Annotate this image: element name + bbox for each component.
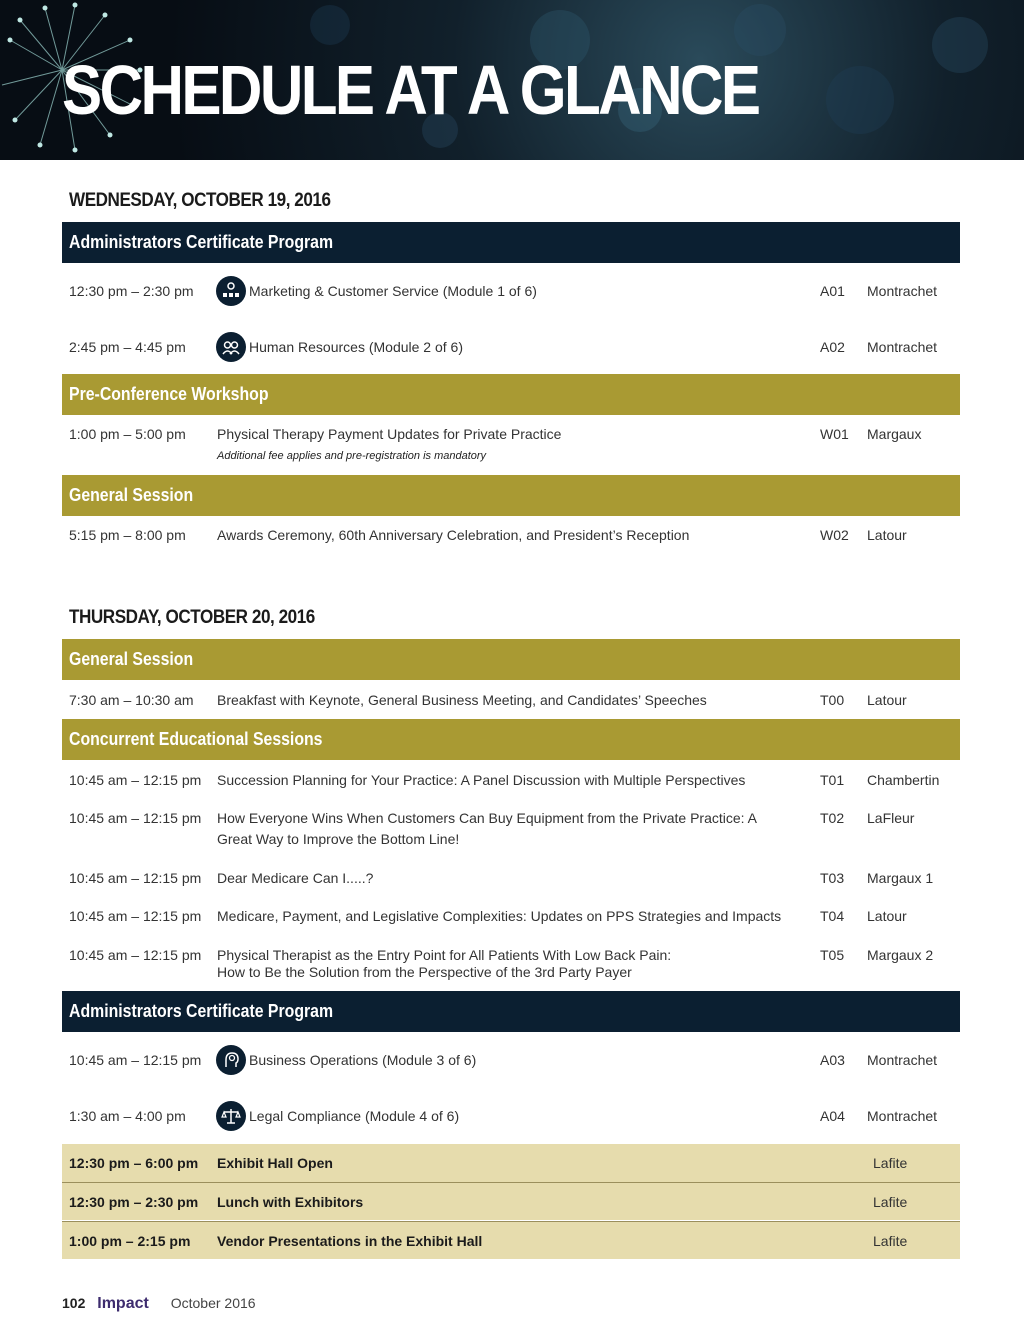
section-general-session-wed [62,475,960,516]
session-room: Montrachet [867,1108,938,1124]
page-footer [62,1295,256,1313]
marketing-icon [216,276,246,306]
section-label: Administrators Certificate Program [69,232,334,252]
session-title: Legal Compliance (Module 4 of 6) [249,1108,460,1124]
session-time: 12:30 pm – 2:30 pm [69,283,194,299]
session-room: Montrachet [867,283,938,299]
session-code: T04 [820,908,845,924]
session-title: Awards Ceremony, 60th Anniversary Celebration, and President’s Reception [217,527,690,543]
exhibit-room: Lafite [873,1194,908,1210]
session-time: 10:45 am – 12:15 pm [69,772,202,788]
session-title: Medicare, Payment, and Legislative Complexities: Updates on PPS Strategies and Impacts [217,908,782,924]
session-room: Margaux 2 [867,947,934,963]
session-time: 10:45 am – 12:15 pm [69,947,202,963]
day-heading-thursday: THURSDAY, OCTOBER 20, 2016 [69,607,315,628]
session-code: W02 [820,527,849,543]
session-room: Chambertin [867,772,940,788]
section-label: General Session [69,649,194,669]
exhibit-title: Exhibit Hall Open [217,1155,333,1171]
session-time: 1:30 am – 4:00 pm [69,1108,186,1124]
business-operations-icon [216,1045,246,1075]
session-time: 2:45 pm – 4:45 pm [69,339,186,355]
session-room: Latour [867,908,907,924]
section-label: Concurrent Educational Sessions [69,729,323,749]
day-heading-wednesday: WEDNESDAY, OCTOBER 19, 2016 [69,190,331,211]
section-workshop [62,374,960,415]
exhibit-time: 1:00 pm – 2:15 pm [69,1233,191,1249]
schedule-row [62,870,960,894]
session-title: Business Operations (Module 3 of 6) [249,1052,477,1068]
exhibit-title: Vendor Presentations in the Exhibit Hall [217,1233,483,1249]
session-time: 10:45 am – 12:15 pm [69,870,202,886]
session-title: Human Resources (Module 2 of 6) [249,339,463,355]
exhibit-row [62,1221,960,1259]
exhibit-room: Lafite [873,1233,908,1249]
schedule-row [62,947,960,983]
session-code: A02 [820,339,845,355]
session-title: Physical Therapy Payment Updates for Private Practice [217,426,562,442]
schedule-row [62,810,960,854]
session-room: Margaux [867,426,922,442]
exhibit-time: 12:30 pm – 6:00 pm [69,1155,199,1171]
session-code: T05 [820,947,845,963]
exhibit-row [62,1144,960,1182]
schedule-row [62,692,960,716]
session-code: W01 [820,426,849,442]
session-time: 5:15 pm – 8:00 pm [69,527,186,543]
section-general-session-thu [62,639,960,680]
section-admin-program-wed [62,222,960,263]
session-time: 10:45 am – 12:15 pm [69,1052,202,1068]
session-code: T01 [820,772,845,788]
publication-logo: Impact [97,1295,149,1312]
session-title: Succession Planning for Your Practice: A Panel Discussion with Multiple Perspectives [217,772,746,788]
session-title-line: How to Be the Solution from the Perspective of the 3rd Party Payer [217,964,632,980]
schedule-row [62,527,960,551]
session-code: T02 [820,810,845,826]
session-code: A01 [820,283,845,299]
schedule-row [62,1101,960,1137]
session-time: 10:45 am – 12:15 pm [69,908,202,924]
session-title: Breakfast with Keynote, General Business Meeting, and Candidates’ Speeches [217,692,707,708]
session-room: Montrachet [867,1052,938,1068]
section-admin-program-thu [62,991,960,1032]
session-time: 1:00 pm – 5:00 pm [69,426,186,442]
session-time: 10:45 am – 12:15 pm [69,810,202,826]
session-code: T00 [820,692,845,708]
schedule-row [62,772,960,796]
human-resources-icon [216,332,246,362]
schedule-row [62,276,960,312]
session-room: Margaux 1 [867,870,934,886]
session-room: Montrachet [867,339,938,355]
exhibit-title: Lunch with Exhibitors [217,1194,364,1210]
issue-date: October 2016 [170,1295,256,1311]
header-banner [0,0,1024,160]
schedule-row [62,1045,960,1081]
exhibit-room: Lafite [873,1155,908,1171]
section-label: Pre-Conference Workshop [69,384,269,404]
schedule-row [62,908,960,932]
exhibit-row [62,1182,960,1220]
section-concurrent-sessions [62,719,960,760]
session-note: Additional fee applies and pre-registration is mandatory [217,450,487,462]
page-number: 102 [62,1295,86,1311]
section-label: Administrators Certificate Program [69,1001,334,1021]
session-room: Latour [867,692,907,708]
session-title-line: Physical Therapist as the Entry Point for All Patients With Low Back Pain: [217,947,672,963]
page-title: SCHEDULE AT A GLANCE [62,51,759,129]
section-label: General Session [69,485,194,505]
exhibit-time: 12:30 pm – 2:30 pm [69,1194,199,1210]
session-code: T03 [820,870,845,886]
session-title [217,947,807,981]
session-code: A03 [820,1052,845,1068]
session-room: Latour [867,527,907,543]
schedule-row [62,332,960,368]
session-title: How Everyone Wins When Customers Can Buy Equipment from the Private Practice: A Great Way to Improve the Bottom Line! [217,810,757,847]
session-room: LaFleur [867,810,915,826]
schedule-row [62,426,960,466]
session-code: A04 [820,1108,845,1124]
session-time: 7:30 am – 10:30 am [69,692,194,708]
session-title: Dear Medicare Can I.....? [217,870,374,886]
legal-scales-icon [216,1101,246,1131]
session-title: Marketing & Customer Service (Module 1 of 6) [249,283,537,299]
